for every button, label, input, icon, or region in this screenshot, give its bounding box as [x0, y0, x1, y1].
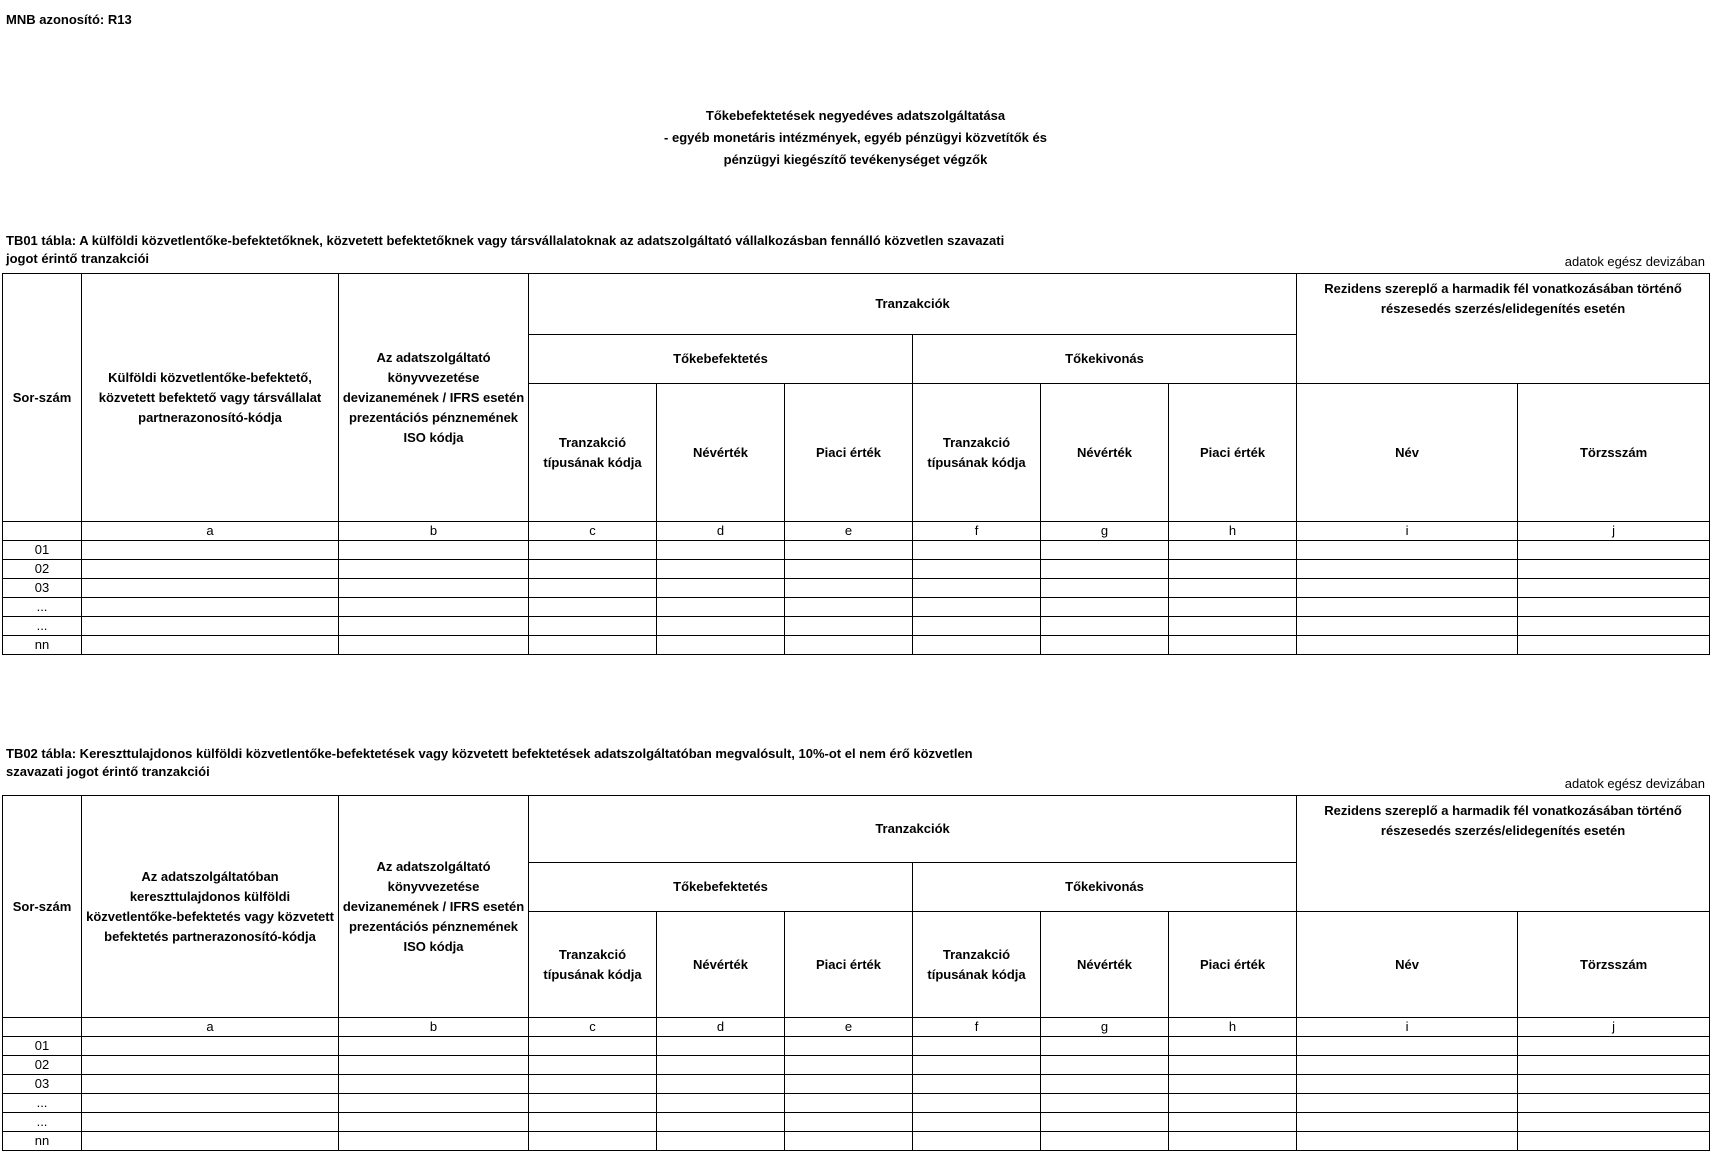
mnb-identifier: MNB azonosító: R13 [6, 12, 132, 27]
letter-j: j [1518, 1018, 1710, 1037]
document-title-line-3: pénzügyi kiegészítő tevékenységet végzők [723, 152, 988, 167]
table-cell [1041, 541, 1169, 560]
tb01-caption [6, 232, 1306, 268]
table-cell [529, 1037, 657, 1056]
table-cell [1297, 560, 1518, 579]
header-piaci-ertek-h: Piaci érték [1169, 912, 1297, 1018]
table-cell [913, 598, 1041, 617]
header-tokekivonas: Tőkekivonás [913, 335, 1297, 384]
header-iso-currency: Az adatszolgáltató könyvvezetése devizanemének / IFRS esetén prezentációs pénznemének ISO kódja [339, 796, 529, 1018]
header-tranzakciok: Tranzakciók [529, 274, 1297, 335]
table-cell [1518, 636, 1710, 655]
header-torzsszam: Törzsszám [1518, 384, 1710, 522]
header-piaci-ertek-e: Piaci érték [785, 384, 913, 522]
table-cell [529, 579, 657, 598]
row-number: 02 [3, 1056, 82, 1075]
table-cell [82, 560, 339, 579]
table-row [3, 560, 1710, 579]
table-cell [339, 560, 529, 579]
table-cell [785, 1075, 913, 1094]
table-cell [339, 636, 529, 655]
header-rezidens: Rezidens szereplő a harmadik fél vonatkozásában történő részesedés szerzés/elidegenítés esetén [1297, 274, 1710, 384]
table-row [3, 541, 1710, 560]
table-cell [913, 1056, 1041, 1075]
tb02-unit-note: adatok egész devizában [1564, 776, 1705, 791]
row-number: ... [3, 1113, 82, 1132]
letter-a: a [82, 522, 339, 541]
table-cell [1297, 1113, 1518, 1132]
table-cell [529, 1113, 657, 1132]
letter-j: j [1518, 522, 1710, 541]
table-cell [1169, 560, 1297, 579]
table-cell [339, 541, 529, 560]
table-cell [1169, 617, 1297, 636]
table-cell [529, 1094, 657, 1113]
header-tranzakcio-tipus-c: Tranzakció típusának kódja [529, 384, 657, 522]
table-cell [339, 579, 529, 598]
table-cell [785, 1037, 913, 1056]
table-cell [913, 1094, 1041, 1113]
table-cell [1169, 541, 1297, 560]
table-cell [913, 541, 1041, 560]
header-nevertek-g: Névérték [1041, 384, 1169, 522]
table-cell [1041, 1132, 1169, 1151]
table-cell [657, 1075, 785, 1094]
table-cell [913, 1037, 1041, 1056]
letter-blank [3, 1018, 82, 1037]
letter-a: a [82, 1018, 339, 1037]
letter-d: d [657, 522, 785, 541]
table-cell [1041, 1094, 1169, 1113]
table-cell [82, 636, 339, 655]
table-cell [529, 1056, 657, 1075]
tb01-table [2, 273, 1710, 655]
letter-b: b [339, 522, 529, 541]
row-number: ... [3, 1094, 82, 1113]
table-cell [1297, 636, 1518, 655]
letter-e: e [785, 1018, 913, 1037]
table-cell [1169, 636, 1297, 655]
table-cell [529, 560, 657, 579]
row-number: nn [3, 1132, 82, 1151]
table-cell [529, 1075, 657, 1094]
table-cell [1169, 579, 1297, 598]
table-cell [1518, 560, 1710, 579]
letter-d: d [657, 1018, 785, 1037]
table-cell [1518, 1056, 1710, 1075]
table-cell [1041, 579, 1169, 598]
table-cell [913, 1132, 1041, 1151]
table-cell [1518, 1037, 1710, 1056]
table-cell [529, 617, 657, 636]
table-cell [1169, 598, 1297, 617]
table-cell [82, 1113, 339, 1132]
header-tranzakcio-tipus-f: Tranzakció típusának kódja [913, 912, 1041, 1018]
table-cell [657, 560, 785, 579]
table-cell [1169, 1113, 1297, 1132]
header-tranzakcio-tipus-f: Tranzakció típusának kódja [913, 384, 1041, 522]
table-cell [1169, 1132, 1297, 1151]
letter-g: g [1041, 1018, 1169, 1037]
table-cell [82, 1132, 339, 1151]
table-cell [913, 579, 1041, 598]
table-cell [913, 1113, 1041, 1132]
letter-f: f [913, 522, 1041, 541]
tb01-caption-line-1: TB01 tábla: A külföldi közvetlentőke-befektetőknek, közvetett befektetőknek vagy társvállalatoknak az adatszolgáltató vállalkozásban fennálló közvetlen szavazati [6, 233, 1005, 248]
table-cell [339, 1056, 529, 1075]
document-title-line-1: Tőkebefektetések negyedéves adatszolgáltatása [705, 108, 1006, 123]
table-cell [1041, 560, 1169, 579]
letter-b: b [339, 1018, 529, 1037]
table-cell [1297, 579, 1518, 598]
header-nev: Név [1297, 912, 1518, 1018]
table-cell [82, 617, 339, 636]
table-cell [913, 617, 1041, 636]
header-nevertek-g: Névérték [1041, 912, 1169, 1018]
letter-f: f [913, 1018, 1041, 1037]
table-cell [339, 598, 529, 617]
table-cell [657, 579, 785, 598]
letter-c: c [529, 1018, 657, 1037]
table-cell [1518, 598, 1710, 617]
tb01-body [3, 541, 1710, 655]
table-cell [82, 1056, 339, 1075]
tb01-unit-note: adatok egész devizában [1564, 254, 1705, 269]
tb02-caption-line-2: szavazati jogot érintő tranzakciói [6, 764, 210, 779]
table-row [3, 617, 1710, 636]
table-cell [1518, 579, 1710, 598]
row-number: ... [3, 617, 82, 636]
table-cell [1297, 1056, 1518, 1075]
table-cell [785, 541, 913, 560]
table-cell [1518, 541, 1710, 560]
row-number: nn [3, 636, 82, 655]
table-cell [1297, 1132, 1518, 1151]
table-cell [1041, 636, 1169, 655]
table-cell [657, 1037, 785, 1056]
table-cell [339, 617, 529, 636]
header-nev: Név [1297, 384, 1518, 522]
table-cell [785, 598, 913, 617]
table-cell [657, 1132, 785, 1151]
tb02-table [2, 795, 1710, 1151]
table-cell [785, 617, 913, 636]
table-cell [657, 1113, 785, 1132]
table-cell [1518, 1075, 1710, 1094]
table-cell [785, 1056, 913, 1075]
letter-c: c [529, 522, 657, 541]
table-cell [82, 579, 339, 598]
row-number: 01 [3, 541, 82, 560]
header-rezidens: Rezidens szereplő a harmadik fél vonatkozásában történő részesedés szerzés/elidegenítés esetén [1297, 796, 1710, 912]
table-cell [785, 579, 913, 598]
table-cell [1041, 598, 1169, 617]
letter-g: g [1041, 522, 1169, 541]
table-cell [529, 541, 657, 560]
table-cell [657, 598, 785, 617]
header-torzsszam: Törzsszám [1518, 912, 1710, 1018]
table-cell [1041, 1075, 1169, 1094]
letter-i: i [1297, 1018, 1518, 1037]
header-tranzakcio-tipus-c: Tranzakció típusának kódja [529, 912, 657, 1018]
table-cell [339, 1094, 529, 1113]
header-sorszam: Sor-szám [3, 274, 82, 522]
table-cell [339, 1075, 529, 1094]
table-row [3, 1113, 1710, 1132]
table-cell [1169, 1037, 1297, 1056]
tb02-body [3, 1037, 1710, 1151]
table-cell [1169, 1094, 1297, 1113]
header-iso-currency: Az adatszolgáltató könyvvezetése devizanemének / IFRS esetén prezentációs pénznemének ISO kódja [339, 274, 529, 522]
header-tokebefektetes: Tőkebefektetés [529, 335, 913, 384]
table-cell [785, 1094, 913, 1113]
header-sorszam: Sor-szám [3, 796, 82, 1018]
header-piaci-ertek-h: Piaci érték [1169, 384, 1297, 522]
table-row [3, 579, 1710, 598]
tb02-caption-line-1: TB02 tábla: Kereszttulajdonos külföldi közvetlentőke-befektetések vagy közvetett befektetések adatszolgáltatóban megvalósult, 10%-ot el nem érő közvetlen [6, 746, 973, 761]
table-cell [339, 1113, 529, 1132]
header-piaci-ertek-e: Piaci érték [785, 912, 913, 1018]
table-cell [82, 1094, 339, 1113]
letter-blank [3, 522, 82, 541]
row-number: ... [3, 598, 82, 617]
table-cell [785, 636, 913, 655]
table-cell [82, 1075, 339, 1094]
table-cell [339, 1037, 529, 1056]
table-cell [913, 1075, 1041, 1094]
table-cell [1297, 617, 1518, 636]
table-cell [785, 560, 913, 579]
table-cell [339, 1132, 529, 1151]
table-cell [1041, 1113, 1169, 1132]
table-cell [1297, 598, 1518, 617]
table-cell [1297, 541, 1518, 560]
tb01-caption-line-2: jogot érintő tranzakciói [6, 251, 150, 266]
letter-i: i [1297, 522, 1518, 541]
header-tranzakciok: Tranzakciók [529, 796, 1297, 863]
letter-e: e [785, 522, 913, 541]
row-number: 03 [3, 1075, 82, 1094]
table-cell [1041, 617, 1169, 636]
table-cell [657, 1094, 785, 1113]
table-cell [1518, 617, 1710, 636]
header-partner-code: Az adatszolgáltatóban kereszttulajdonos külföldi közvetlentőke-befektetés vagy közvetett befektetés partnerazonosító-kódja [82, 796, 339, 1018]
row-number: 01 [3, 1037, 82, 1056]
table-cell [1297, 1075, 1518, 1094]
header-tokekivonas: Tőkekivonás [913, 863, 1297, 912]
header-tokebefektetes: Tőkebefektetés [529, 863, 913, 912]
table-cell [1297, 1037, 1518, 1056]
table-cell [82, 1037, 339, 1056]
table-cell [1297, 1094, 1518, 1113]
table-cell [82, 598, 339, 617]
table-cell [82, 541, 339, 560]
table-cell [529, 598, 657, 617]
table-row [3, 1094, 1710, 1113]
header-nevertek-d: Névérték [657, 912, 785, 1018]
table-cell [913, 636, 1041, 655]
table-cell [1169, 1075, 1297, 1094]
table-cell [1518, 1094, 1710, 1113]
table-cell [657, 541, 785, 560]
table-row [3, 1132, 1710, 1151]
table-cell [785, 1132, 913, 1151]
table-row [3, 1056, 1710, 1075]
letter-h: h [1169, 522, 1297, 541]
table-cell [1169, 1056, 1297, 1075]
table-cell [1041, 1056, 1169, 1075]
row-number: 02 [3, 560, 82, 579]
table-cell [785, 1113, 913, 1132]
table-row [3, 636, 1710, 655]
row-number: 03 [3, 579, 82, 598]
tb02-caption [6, 745, 1306, 781]
table-cell [657, 1056, 785, 1075]
table-cell [913, 560, 1041, 579]
table-row [3, 1075, 1710, 1094]
table-row [3, 598, 1710, 617]
table-cell [529, 636, 657, 655]
table-cell [657, 617, 785, 636]
header-nevertek-d: Névérték [657, 384, 785, 522]
table-cell [657, 636, 785, 655]
table-cell [1041, 1037, 1169, 1056]
table-cell [1518, 1113, 1710, 1132]
document-title-line-2: - egyéb monetáris intézmények, egyéb pénzügyi közvetítők és [664, 130, 1047, 145]
table-cell [529, 1132, 657, 1151]
header-partner-code: Külföldi közvetlentőke-befektető, közvetett befektető vagy társvállalat partnerazonosító-kódja [82, 274, 339, 522]
letter-h: h [1169, 1018, 1297, 1037]
table-cell [1518, 1132, 1710, 1151]
table-row [3, 1037, 1710, 1056]
